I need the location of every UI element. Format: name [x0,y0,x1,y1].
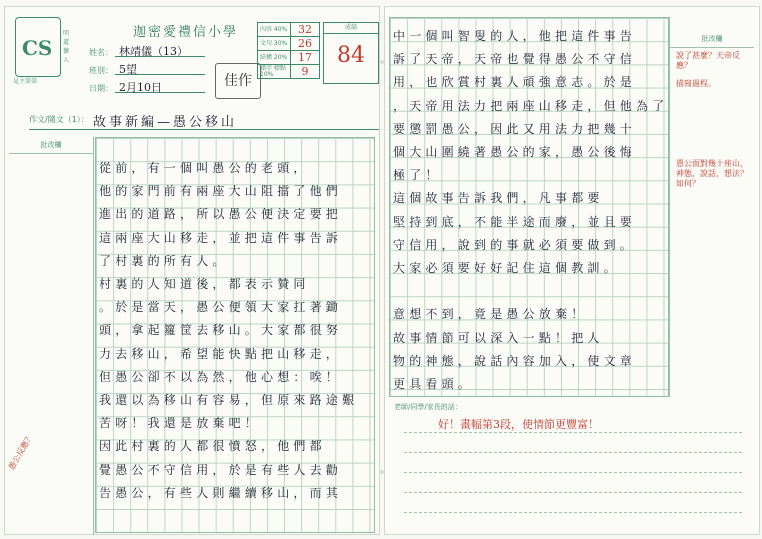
essay-line-text: 守信用，說到的事就必須要做到。 [393,237,637,252]
essay-line [96,154,374,177]
essay-line [96,293,374,316]
essay-line [96,270,374,293]
essay-line-text: 要懲罰愚公，因此又用法力把幾十 [393,121,637,136]
left-lines [96,154,374,532]
left-page [4,6,380,535]
essay-line-text: 村裏的人知道後，都表示贊同 [99,277,310,291]
total-score: 84 [337,43,365,68]
school-name: 迦密愛禮信小學 [133,25,239,40]
total-score-box [323,22,379,84]
essay-title-label: 作文/隨文（1）： [29,115,89,124]
right-writing-area [389,17,755,397]
essay-line-text: 頭，拿起籮筐去移山。大家都很努 [99,323,343,338]
essay-line-text: 中一個叫智叟的人，他把這件事告 [393,29,637,43]
essay-line-text: 覺愚公不守信用，於是有些人去勸 [99,462,343,477]
score-row: 結構 20% 17 [258,51,320,65]
essay-line [390,231,668,254]
score-table [257,22,320,79]
left-margin-note: 愚公反應？ [7,432,35,472]
right-lines [390,22,668,396]
comment-line [404,512,742,513]
essay-line [96,409,374,432]
essay-line-text: 力去移山，希望能快點把山移走， [99,346,343,361]
merit-stamp: 佳作 [215,63,261,99]
right-margin-header: 批改欄 [670,31,754,48]
essay-line [96,386,374,409]
essay-line-text: 極了！ [393,168,442,183]
essay-line-text: 從前，有一個叫愚公的老頭， [99,161,310,175]
essay-line-text: 這個故事告訴我們，凡事都要 [393,191,604,206]
essay-line [96,200,374,223]
essay-line [96,456,374,479]
right-margin-note: 描寫過程。 [676,79,716,88]
logo-motto-left: 見主榮榮 [13,78,38,85]
logo-letters: CS [22,36,53,60]
essay-line [96,363,374,386]
left-margin-column [9,137,94,535]
meta-class [89,63,137,76]
comment-line [404,492,742,493]
left-margin-header: 批改欄 [9,137,93,154]
essay-line [390,184,668,207]
school-logo [15,17,61,77]
essay-line [96,177,374,200]
meta-date-value: 2月10日 [119,81,162,94]
meta-date [89,81,162,94]
essay-line [390,92,668,115]
essay-line-text: 物的神態，說話內容加入，使文章 [393,353,637,368]
right-margin-note: 說了甚麼？天帝反應？ [676,51,740,70]
essay-line [390,68,668,91]
essay-line-text: 個大山圍繞著愚公的家，愚公後悔 [393,145,637,159]
essay-line [390,254,668,277]
right-margin-note: 愚公面對幾十座山，神態，說話，想法？如何？ [676,159,748,188]
score-row: 錯字 標點 10% 9 [258,65,320,79]
essay-title-row [29,111,379,130]
meta-name-value: 林靖儀（13） [119,45,188,58]
essay-line [96,247,374,270]
essay-line [390,324,668,347]
meta-name [89,45,188,58]
score-row: 內容 40% 32 [258,23,320,37]
comment-line [404,432,742,433]
essay-line-text: 用，也欣賞村裏人頑強意志。於是 [393,75,637,90]
comment-line [404,472,742,473]
essay-line [96,224,374,247]
comment-line [404,452,742,453]
essay-line-text: 苦呀！我還是放棄吧！ [99,416,262,431]
parent-comment: 好！畫幅第3段，使情節更豐富！ [438,418,599,431]
essay-line [390,161,668,184]
essay-line-text: 訴了天帝，天帝也覺得愚公不守信 [393,52,637,67]
essay-line [390,208,668,231]
score-row: 文句 30% 26 [258,37,320,51]
essay-title: 故事新編—愚公移山 [93,115,238,130]
essay-line [390,370,668,393]
essay-line [390,45,668,68]
essay-line-text: 因此村裏的人都很憤怒，他們都 [99,439,326,454]
essay-line [390,115,668,138]
essay-line [390,22,668,45]
essay-line-text: 進出的道路，所以愚公便決定要把 [99,207,343,222]
essay-line-text: 告愚公，有些人則繼續移山，而其 [99,485,343,500]
essay-line-text: 他的家門前有兩座大山阻擋了他們 [99,184,343,199]
essay-line [96,316,374,339]
essay-line-text: 故事情節可以深入一點！把人 [393,330,604,345]
essay-line [390,347,668,370]
parent-comment-box [394,402,748,530]
essay-line [390,300,668,323]
essay-line-text: 我還以為移山有容易，但原來路途艱 [99,393,359,407]
essay-line [96,479,374,502]
essay-line [390,277,668,300]
essay-line [96,340,374,363]
essay-line-text: 這兩座大山移走，並把這件事告訴 [99,230,343,245]
essay-line [96,432,374,455]
left-grid [95,137,375,533]
essay-line-text: 大家必須要好好記住這個教訓。 [393,261,620,275]
essay-line-text: 但愚公卻不以為然，他心想：唉！ [99,369,343,384]
essay-line-text: ，天帝用法力把兩座山移走，但他為了 [393,98,668,113]
essay-line-text: 堅持到底，不能半途而廢，並且要 [393,214,637,229]
meta-date-label: 日期： [89,84,113,93]
left-writing-area [9,137,375,535]
total-score-label: 成績 [324,23,378,34]
essay-line [390,138,668,161]
meta-class-label: 班別： [89,66,113,75]
essay-line-text: 。於是當天，愚公便領大家扛著鋤 [99,300,343,315]
right-margin-column [669,17,754,397]
essay-line-text: 意想不到，竟是愚公放棄！ [393,307,588,322]
essay-line-text: 更具看頭。 [393,377,475,391]
meta-class-value: 5望 [119,63,137,76]
meta-name-label: 姓名： [89,48,113,57]
essay-line-text: 了村裏的所有人。 [99,253,229,268]
logo-motto-right: 明道懷人 [63,30,70,64]
right-grid [389,17,669,397]
parent-comment-label: 老師/同學/家長的話： [394,403,462,411]
